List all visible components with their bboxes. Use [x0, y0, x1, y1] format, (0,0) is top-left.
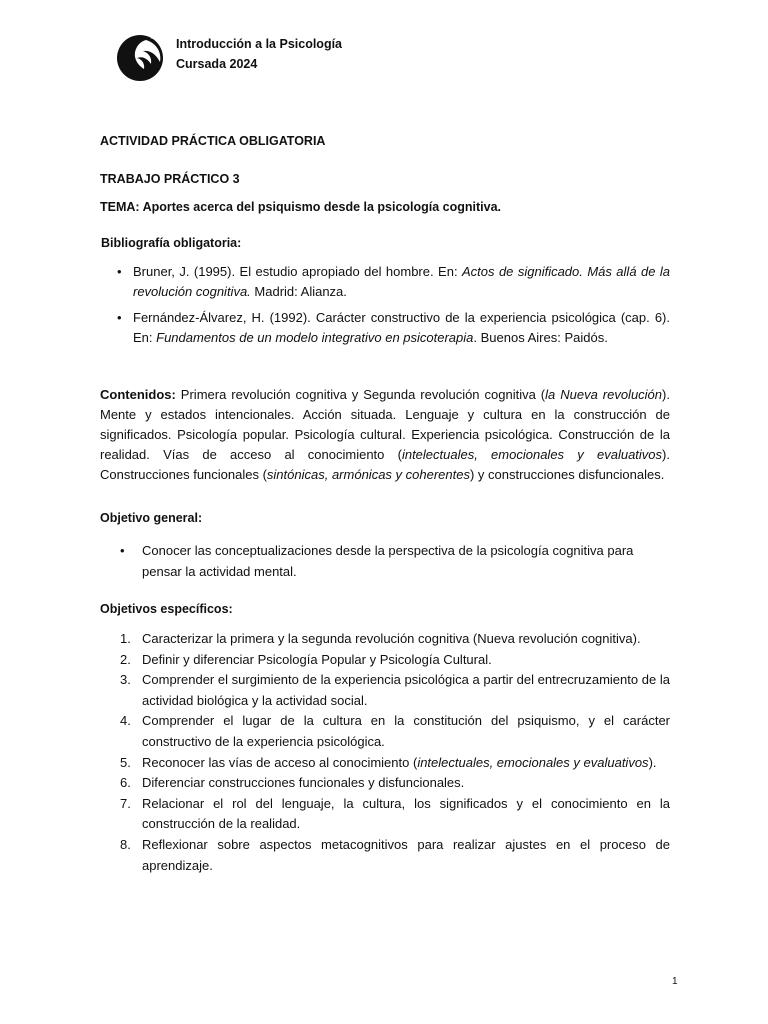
item-text: Definir y diferenciar Psicología Popular y Psicología Cultural. — [142, 651, 492, 667]
item-text: Relacionar el rol del lenguaje, la cultura, los significados y el conocimiento en la construcción de la realidad. — [142, 795, 670, 832]
bib-text: Bruner, J. (1995). El estudio apropiado del hombre. En: — [133, 264, 462, 279]
list-item — [120, 773, 670, 794]
list-item — [120, 650, 670, 671]
contenidos-italic: sintónicas, armónicas y coherentes — [266, 467, 470, 482]
contenidos-text: ). Construcciones funcionales ( — [100, 447, 670, 482]
item-text: Reflexionar sobre aspectos metacognitivos para realizar ajustes en el proceso de aprendizaje. — [142, 836, 670, 873]
bib-text: Fernández-Álvarez, H. (1992). Carácter constructivo de la experiencia psicológica (cap. 6). En: — [133, 310, 670, 345]
tp-title: TRABAJO PRÁCTICO 3 — [100, 172, 240, 186]
item-text: Comprender el surgimiento de la experiencia psicológica a partir del entrecruzamiento de la actividad biológica y la actividad social. — [142, 672, 670, 708]
list-item — [120, 753, 670, 774]
contenidos-text: ). Mente y estados intencionales. Acción situada. Lenguaje y cultura en la construcción de significados. Psicología popular. Psicología cultural. Experiencia psicológica. Construcción de la realidad. Vías de acceso al conocimiento ( — [100, 387, 670, 462]
objetivo-general-list — [100, 540, 670, 582]
item-number: 4. — [120, 713, 131, 729]
activity-title: ACTIVIDAD PRÁCTICA OBLIGATORIA — [100, 134, 326, 148]
tema-line — [100, 200, 670, 214]
list-item — [133, 262, 670, 302]
course-title: Introducción a la Psicología — [176, 37, 343, 51]
list-item — [120, 670, 670, 711]
bib-book-title: Fundamentos de un modelo integrativo en psicoterapia — [156, 330, 474, 345]
contenidos-italic: la Nueva revolución — [545, 387, 663, 402]
tema-label: TEMA: — [100, 200, 140, 214]
page-number: 1 — [672, 976, 678, 987]
item-number: 1. — [120, 631, 131, 646]
item-text: Comprender el lugar de la cultura en la constitución del psiquismo, y el carácter constructivo de la experiencia psicológica. — [142, 713, 670, 749]
item-number: 3. — [120, 672, 131, 688]
bib-book-title: Actos de significado. Más allá de la revolución cognitiva. — [133, 264, 670, 299]
list-item — [120, 629, 670, 650]
objetivo-general-title: Objetivo general: — [100, 511, 203, 525]
bibliography-title: Bibliografía obligatoria: — [101, 236, 242, 250]
contenidos-italic: intelectuales, emocionales y evaluativos — [401, 447, 663, 462]
item-number: 2. — [120, 651, 131, 667]
objetivos-especificos-title: Objetivos específicos: — [100, 602, 233, 616]
item-number: 5. — [120, 754, 131, 770]
bib-text: Madrid: Alianza. — [250, 284, 347, 299]
contenidos-paragraph — [100, 385, 670, 485]
objetivos-especificos-list — [100, 629, 670, 876]
item-text: Diferenciar construcciones funcionales y disfuncionales. — [142, 775, 465, 791]
contenidos-text: ) y construcciones disfuncionales. — [469, 467, 665, 482]
item-text: ). — [648, 754, 657, 770]
document-header — [116, 34, 342, 82]
list-item — [120, 835, 670, 876]
item-text: Caracterizar la primera y la segunda revolución cognitiva (Nueva revolución cognitiva). — [142, 631, 641, 646]
course-info — [176, 34, 342, 74]
item-text: Reconocer las vías de acceso al conocimiento ( — [142, 754, 418, 770]
list-item — [120, 794, 670, 835]
item-italic: intelectuales, emocionales y evaluativos — [417, 754, 649, 770]
list-item — [133, 308, 670, 348]
item-number: 7. — [120, 795, 131, 811]
contenidos-label: Contenidos: — [100, 387, 176, 402]
bib-text: . Buenos Aires: Paidós. — [473, 330, 608, 345]
list-item — [120, 711, 670, 752]
contenidos-text: Primera revolución cognitiva y Segunda revolución cognitiva ( — [175, 387, 546, 402]
course-year: Cursada 2024 — [176, 57, 258, 71]
list-item: • Conocer las conceptualizaciones desde la perspectiva de la psicología cognitiva para pensar la actividad mental. — [142, 540, 670, 582]
item-number: 8. — [120, 836, 131, 852]
item-number: 6. — [120, 775, 131, 791]
university-logo-icon — [116, 34, 164, 82]
bibliography-list — [100, 262, 670, 354]
tema-text: Aportes acerca del psiquismo desde la psicología cognitiva. — [139, 200, 502, 214]
